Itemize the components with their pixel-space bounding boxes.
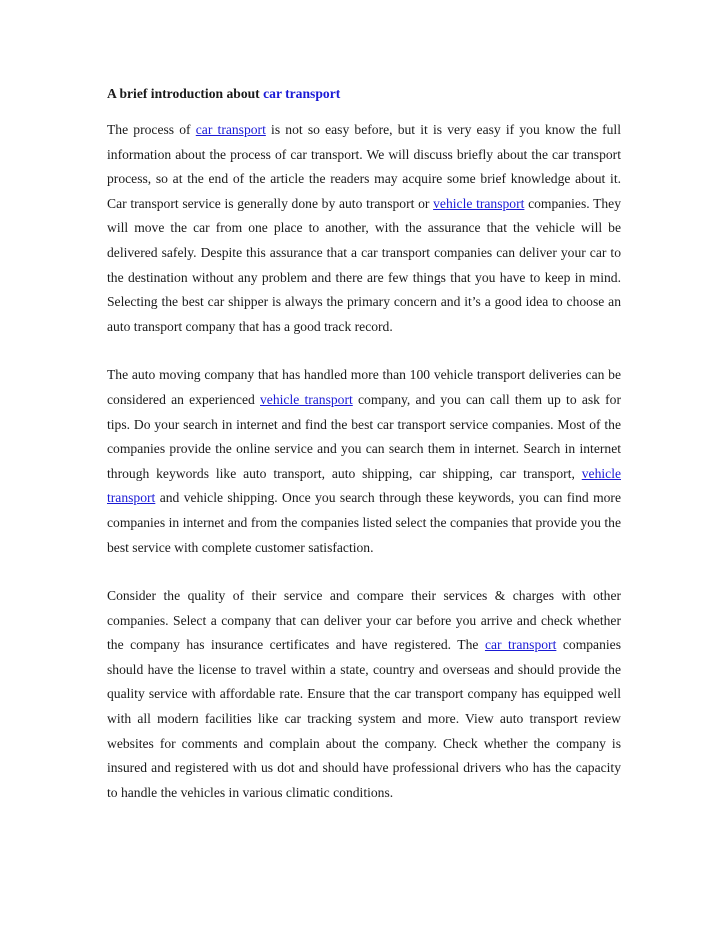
p2-text-2: company, and you can call them up to ask for tips. Do your search in internet and find the best car transport service companies. Most of the companies provide the online service and you can search them in internet. Search in internet through keywords like auto transport, auto shipping, car shipping, car transport, xyxy=(107,391,622,481)
p3-text-2: companies should have the license to travel within a state, country and overseas and should provide the quality service with affordable rate. Ensure that the car transport company has equipped well with all modern facilities like car tracking system and more. View auto transport review websites for comments and complain about the company. Check whether the company is insured and registered with us dot and should have professional drivers who has the capacity to handle the vehicles in various climatic conditions. xyxy=(107,637,621,800)
heading-text: A brief introduction about xyxy=(107,86,264,101)
paragraph-2 xyxy=(107,363,621,560)
p2-link-vehicle-transport-1[interactable]: vehicle transport xyxy=(260,391,353,407)
p3-link-car-transport[interactable]: car transport xyxy=(484,637,557,653)
p2-text-3: and vehicle shipping. Once you search through these keywords, you can find more companies in internet and from the companies listed select the companies that provide you the best service with complete customer satisfaction. xyxy=(107,490,621,555)
p1-text-3: companies. They will move the car from one place to another, with the assurance that the vehicle will be delivered safely. Despite this assurance that a car transport companies can deliver your car to the destination without any problem and there are few things that you have to keep in mind. Selecting the best car shipper is always the primary concern and it’s a good idea to choose an auto transport company that has a good track record. xyxy=(107,195,622,334)
paragraph-3 xyxy=(107,584,621,805)
p2-link-vehicle-transport-2[interactable]: vehicle transport xyxy=(107,465,621,506)
p2-text-1: The auto moving company that has handled more than 100 vehicle transport deliveries can be considered an experienced xyxy=(107,367,621,407)
p1-text-1: The process of xyxy=(107,122,196,137)
heading-link-car-transport[interactable]: car transport xyxy=(263,86,341,101)
article-heading xyxy=(107,82,621,106)
p1-link-car-transport[interactable]: car transport xyxy=(195,122,266,137)
paragraph-1 xyxy=(107,118,621,339)
p1-text-2: is not so easy before, but it is very easy if you know the full information about the process of car transport. We will discuss briefly about the car transport process, so at the end of the article the readers may acquire some brief knowledge about it. Car transport service is generally done by auto transport or xyxy=(107,122,621,211)
p1-link-vehicle-transport[interactable]: vehicle transport xyxy=(433,195,525,211)
p3-text-1: Consider the quality of their service and compare their services & charges with other companies. Select a company that can deliver your car before you arrive and check whether the company has insurance certificates and have registered. The xyxy=(107,588,621,653)
